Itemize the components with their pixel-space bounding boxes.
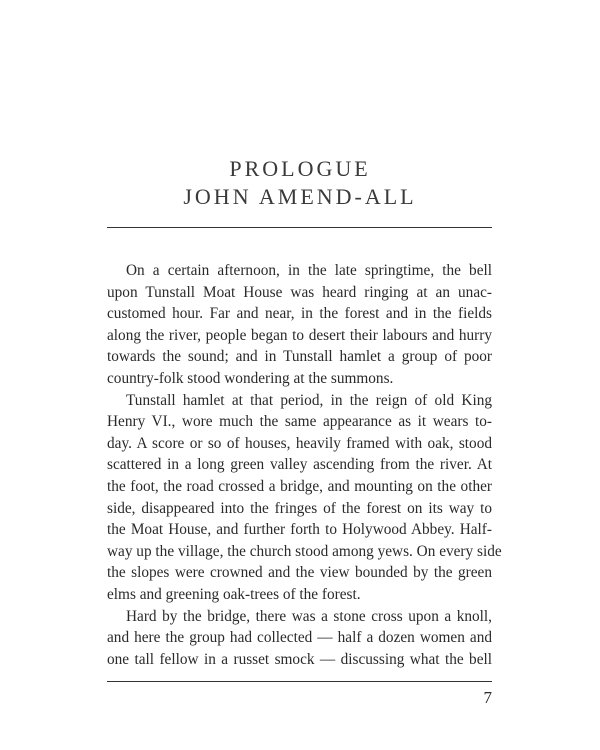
text-line: the Moat House, and further forth to Holywood Abbey. Half- [107,521,492,539]
page-number: 7 [483,688,492,707]
top-rule [107,227,492,228]
text-line: way up the village, the church stood among yews. On every side [107,542,502,560]
text-line: elms and greening oak-trees of the forest. [107,585,361,603]
text-line: the foot, the road crossed a bridge, and mounting on the other [107,477,492,495]
text-line: upon Tunstall Moat House was heard ringing at an unac- [107,283,492,301]
text-line: and here the group had collected — half a dozen women and [107,629,492,647]
text-line: towards the sound; and in Tunstall hamlet a group of poor [107,348,492,366]
chapter-label: PROLOGUE [229,156,371,181]
text-line: Hard by the bridge, there was a stone cross upon a knoll, [126,607,492,625]
text-line: the slopes were crowned and the view bounded by the green [107,564,492,582]
chapter-title: JOHN AMEND-ALL [183,184,417,209]
text-line: Henry VI., wore much the same appearance as it wears to- [107,413,492,431]
text-line: On a certain afternoon, in the late springtime, the bell [126,262,492,279]
text-line: side, disappeared into the fringes of the forest on its way to [107,499,492,517]
bottom-rule [107,681,492,682]
text-line: customed hour. Far and near, in the forest and in the fields [107,305,492,323]
text-line: day. A score or so of houses, heavily framed with oak, stood [107,434,492,452]
text-line: one tall fellow in a russet smock — discussing what the bell [107,650,492,668]
text-line: Tunstall hamlet at that period, in the reign of old King [126,391,492,409]
body-text [107,260,502,670]
text-line: country-folk stood wondering at the summons. [107,369,394,387]
text-line: scattered in a long green valley ascending from the river. At [107,456,492,474]
text-line: along the river, people began to desert their labours and hurry [107,326,492,344]
